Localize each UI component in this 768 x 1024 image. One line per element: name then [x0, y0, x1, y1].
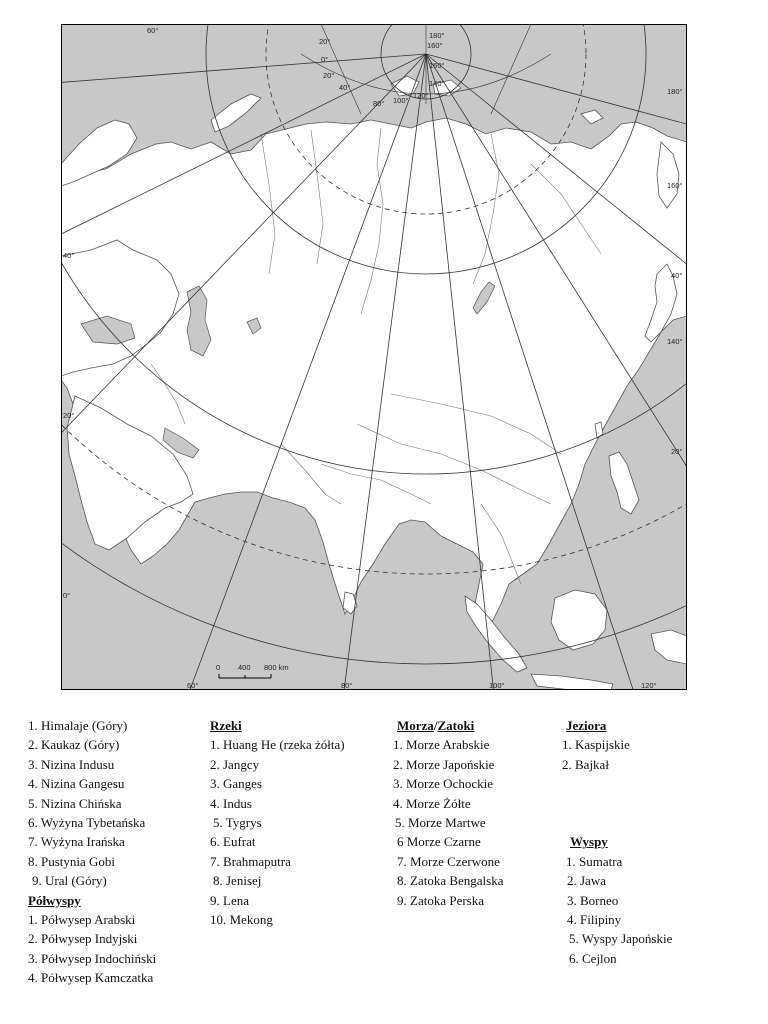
islands-header: Wyspy	[570, 834, 608, 850]
asia-outline-map	[61, 24, 687, 690]
river-item: 8. Jenisej	[213, 873, 262, 889]
island-item: 2. Jawa	[567, 873, 606, 889]
peninsula-item: 2. Półwysep Indyjski	[28, 931, 138, 947]
lakes-header: Jeziora	[566, 718, 607, 733]
lat-label-40-right: 40°	[671, 271, 683, 280]
peninsula-item: 3. Półwysep Indochiński	[28, 950, 157, 966]
column-rivers	[210, 716, 345, 929]
river-item: 10. Mekong	[210, 912, 273, 928]
spacer	[562, 774, 672, 793]
lon-label-160b: 160°	[429, 61, 445, 70]
sea-item: 9. Zatoka Perska	[397, 892, 485, 908]
sea-item: 5. Morze Martwe	[395, 815, 486, 831]
landform-item: 6. Wyżyna Tybetańska	[28, 815, 146, 831]
island-item: 6. Cejlon	[569, 950, 617, 966]
lat-label-160: 160°	[667, 181, 683, 190]
lat-label-0-left: 0°	[63, 591, 71, 600]
lake-item: 1. Kaspijskie	[562, 737, 630, 753]
lake-item: 2. Bajkał	[562, 756, 609, 772]
lon-label-80: 80°	[373, 99, 385, 108]
spacer	[562, 813, 672, 832]
column-landforms	[28, 716, 156, 988]
lon-label-top-60: 60°	[147, 26, 159, 35]
landform-item: 7. Wyżyna Irańska	[28, 834, 125, 850]
seas-header	[393, 716, 504, 735]
lon-label-160: 160°	[427, 41, 443, 50]
island-item: 3. Borneo	[567, 892, 619, 908]
sea-item: 8. Zatoka Bengalska	[397, 873, 504, 889]
landform-item: 9. Ural (Góry)	[32, 873, 107, 889]
landform-item: 5. Nizina Chińska	[28, 795, 122, 811]
sea-item: 1. Morze Arabskie	[393, 737, 490, 753]
peninsula-item: 4. Półwysep Kamczatka	[28, 970, 154, 986]
lon-label-140: 140°	[429, 79, 445, 88]
landform-item: 3. Nizina Indusu	[28, 756, 115, 772]
peninsulas-header: Półwyspy	[28, 892, 81, 908]
peninsula-item: 1. Półwysep Arabski	[28, 912, 136, 928]
landform-item: 2. Kaukaz (Góry)	[28, 737, 120, 753]
landform-item: 1. Himalaje (Góry)	[28, 718, 128, 733]
lon-label-bottom-120: 120°	[641, 681, 657, 690]
river-item: 9. Lena	[210, 892, 249, 908]
river-item: 1. Huang He (rzeka żółta)	[210, 737, 345, 753]
sea-item: 6 Morze Czarne	[397, 834, 481, 850]
lon-label-20: 20°	[319, 37, 331, 46]
island-item: 4. Filipiny	[567, 912, 622, 928]
lon-label-40: 40°	[339, 83, 351, 92]
river-item: 5. Tygrys	[213, 815, 262, 831]
river-item: 2. Jangcy	[210, 756, 260, 772]
lon-label-bottom-80: 80°	[341, 681, 353, 690]
lon-label-0: 0°	[321, 55, 329, 64]
spacer	[562, 794, 672, 813]
lat-label-140: 140°	[667, 337, 683, 346]
sea-item: 2. Morze Japońskie	[393, 756, 495, 772]
lon-label-bottom-100: 100°	[489, 681, 505, 690]
lat-label-180: 180°	[667, 87, 683, 96]
sea-item: 4. Morze Żółte	[393, 795, 471, 811]
river-item: 4. Indus	[210, 795, 252, 811]
lon-label-120: 120°	[413, 91, 429, 100]
island-item: 1. Sumatra	[566, 853, 623, 869]
sea-item: 7. Morze Czerwone	[397, 853, 500, 869]
scale-tick-800: 800 km	[264, 663, 289, 672]
rivers-header: Rzeki	[210, 718, 242, 733]
lon-label-bottom-60: 60°	[187, 681, 199, 690]
river-item: 7. Brahmaputra	[210, 853, 291, 869]
lon-label-180: 180°	[429, 31, 445, 40]
lat-label-20-right: 20°	[671, 447, 683, 456]
river-item: 3. Ganges	[210, 776, 262, 792]
scale-tick-400: 400	[238, 663, 251, 672]
seas-header-separator: /	[433, 718, 438, 733]
seas-header-zatoki: Zatoki	[437, 718, 475, 733]
island-item: 5. Wyspy Japońskie	[569, 931, 673, 947]
lat-label-20-left: 20°	[63, 411, 75, 420]
landform-item: 4. Nizina Gangesu	[28, 776, 125, 792]
scale-tick-0: 0	[216, 663, 221, 672]
column-lakes-islands	[562, 716, 672, 968]
column-seas	[393, 716, 504, 910]
lat-label-40-left: 40°	[63, 251, 75, 260]
seas-header-morza: Morza	[397, 718, 434, 733]
lon-label-20b: 20°	[323, 71, 335, 80]
sea-item: 3. Morze Ochockie	[393, 776, 493, 792]
lon-label-100: 100°	[393, 96, 409, 105]
river-item: 6. Eufrat	[210, 834, 256, 850]
landform-item: 8. Pustynia Gobi	[28, 853, 116, 869]
